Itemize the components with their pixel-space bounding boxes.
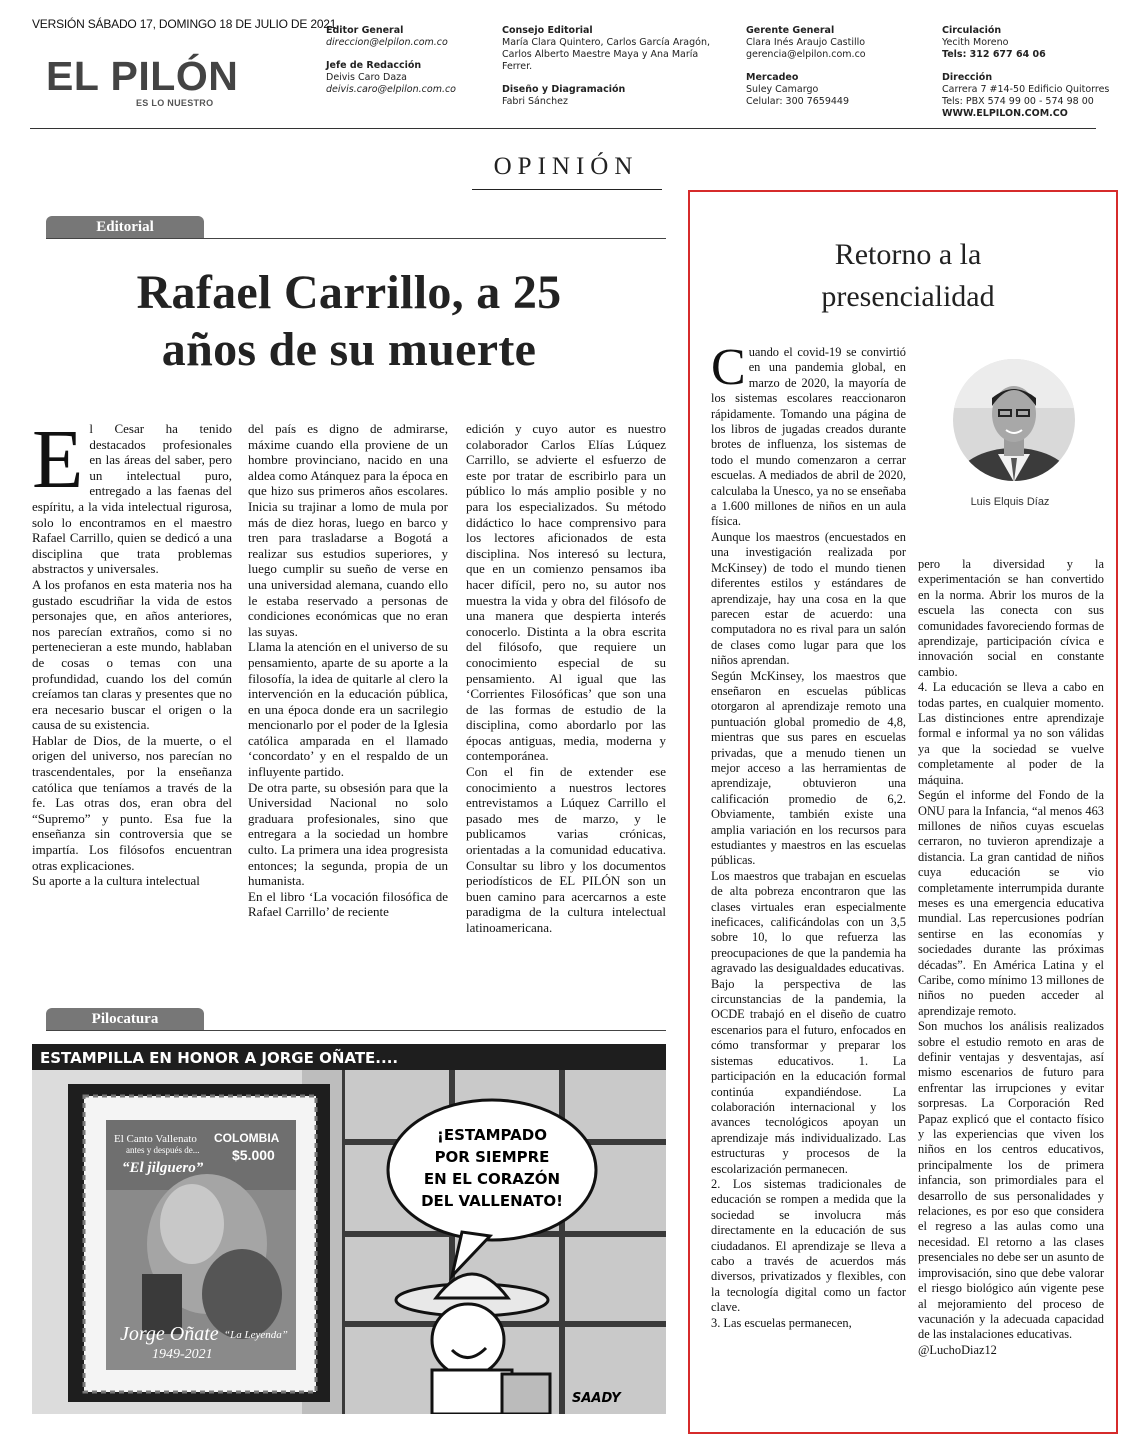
paragraph: Son muchos los análisis realizados sobre el estudio remoto en aras de definir ventajas y desventajas, así mismo escenarios de futuro para enfrentar las irrupciones y evitar sorpresas. La Corporación Red Papaz explicó que el contacto físico y las experiencias que viven los niños en los centros educativos, principalmente los de primera infancia, son primordiales para el desarrollo de sus personalidades y relaciones, es por eso que considera el regreso a las aulas como una necesidad. El retorno a las clases presenciales no debe ser un asunto de improvisación, sino que debe valorar el riesgo biológico aún vigente pese al mejoramiento del proceso de vacunación y la adecuada capacidad de las instalaciones educativas.: [918, 1019, 1104, 1342]
staff-phone: Tels: 312 677 64 06: [942, 49, 1046, 60]
staff-title: Gerente General: [746, 25, 835, 36]
column-text-right: [918, 557, 1104, 1358]
cartoonist-signature: SAADY: [572, 1391, 621, 1406]
paragraph: del país es digno de admirarse, máxime cuando ella proviene de un hombre provinciano, nacido en una aldea como Atánquez para la época en que hizo sus primeros años escolares. Inicia su trajinar a lomo de mula por más de diez horas, luego en barco y tren para trasladarse a Bogotá a realizar sus estudios superiores, y luego cumplir su sueño de verse en una universidad alemana, cuando ello le estaba reservado a personas de condiciones económicas que no eran las suyas.: [248, 421, 448, 639]
staff-circulacion: [942, 25, 1112, 120]
author-handle[interactable]: @LuchoDiaz12: [918, 1342, 997, 1357]
paragraph: Bajo la perspectiva de las circunstancias de la pandemia, la OCDE trabajó en el diseño de cuatro escenarios para el futuro, enfocados en cómo transformar y preparar los sistemas educativos. 1. La participación en la educación formal continúa expandiéndose. La colaboración internacional y los avances tecnológicos apoyan un aprendizaje más individualizado. Las estructuras y procesos de la escolarización permanecen.: [711, 976, 906, 1176]
staff-name: Suley Camargo: [746, 84, 819, 95]
paragraph: De otra parte, su obsesión para que la Universidad Nacional no solo graduara profesionales, sino que entregara a la sociedad un hombre culto. La primera una idea progresista entonces; la segunda, propia de un humanista.: [248, 779, 448, 889]
staff-title: Jefe de Redacción: [326, 60, 422, 71]
stamp-legend: “La Leyenda”: [224, 1329, 288, 1341]
staff-names: María Clara Quintero, Carlos García Aragón, Carlos Alberto Maestre Maya y Ana María Ferrer.: [502, 37, 710, 72]
stamp-years: 1949-2021: [152, 1347, 213, 1362]
staff-email: deivis.caro@elpilon.com.co: [326, 84, 456, 95]
cartoon-illustration: [32, 1044, 666, 1414]
pilocatura-label: Pilocatura: [46, 1008, 204, 1030]
stamp-top-text: antes y después de...: [126, 1145, 200, 1155]
stamp-name: Jorge Oñate: [120, 1323, 219, 1345]
staff-editor: [326, 25, 486, 96]
column-title-line: Retorno a la: [834, 238, 982, 271]
staff-title: Circulación: [942, 25, 1002, 36]
paragraph: 4. La educación se lleva a cabo en todas partes, en cualquier momento. Las distinciones entre aprendizaje formal e informal ya no son válidas ya que la sociedad se vuelve completamente al poder de la máquina.: [918, 680, 1104, 787]
paragraph: Los maestros que trabajan en escuelas de alta pobreza encontraron que las clases virtuales eran especialmente ineficaces, calificándolas con un 3,5 sobre 10, lo que refuerza las preocupaciones de que la pandemia ha agravado las desigualdades educativas.: [711, 868, 906, 976]
staff-consejo: [502, 25, 712, 108]
staff-phone: Tels: PBX 574 99 00 - 574 98 00: [942, 96, 1094, 107]
staff-address: Carrera 7 #14-50 Edificio Quitorres: [942, 84, 1110, 95]
paragraph: Su aporte a la cultura intelectual: [32, 873, 200, 889]
column-text-left: [711, 339, 906, 1331]
staff-name: Yecith Moreno: [942, 37, 1009, 48]
cartoon-banner-text: ESTAMPILLA EN HONOR A JORGE OÑATE....: [40, 1049, 399, 1067]
paragraph: l Cesar ha tenido destacados profesionales en las áreas del saber, pero un intelectual puro, entregado a las faenas del espíritu, a la vida intelectual rigurosa, solo lo encontramos en el maestro Rafael Carrillo, quien se dedicó a una disciplina que trata problemas abstractos y universales.: [32, 421, 232, 577]
drop-cap: C: [711, 339, 746, 396]
stamp: [68, 1084, 330, 1402]
headline-line: años de su muerte: [161, 323, 537, 376]
section-title: OPINIÓN: [493, 153, 639, 180]
editorial-headline: [44, 264, 654, 378]
staff-title: Diseño y Diagramación: [502, 84, 626, 95]
website-link[interactable]: WWW.ELPILON.COM.CO: [942, 108, 1068, 119]
balloon-line: ¡ESTAMPADO: [437, 1126, 547, 1144]
editorial-column-3: [466, 421, 666, 936]
staff-name: Deivis Caro Daza: [326, 72, 407, 83]
editorial-column-1: [32, 413, 232, 889]
staff-title: Mercadeo: [746, 72, 799, 83]
logo-tagline: ES LO NUESTRO: [136, 98, 214, 108]
editorial-rule: [46, 238, 666, 239]
staff-gerente: [746, 25, 916, 108]
editorial-cartoon: [32, 1044, 666, 1414]
staff-email: gerencia@elpilon.com.co: [746, 49, 866, 60]
paragraph: Con el fin de extender ese conocimiento a nuestros lectores entrevistamos a Lúquez Carrillo el pasado mes de marzo, y le publicamos varias crónicas, orientadas a la comunidad educativa. Consultar su libro y los documentos periodísticos de EL PILÓN son un buen camino para acercarnos a este paradigma de la cultura intelectual latinoamericana.: [466, 764, 666, 935]
stamp-country: COLOMBIA: [214, 1131, 280, 1145]
headline-line: Rafael Carrillo, a 25: [136, 266, 562, 319]
pilocatura-rule: [46, 1030, 666, 1031]
paragraph: edición y cuyo autor es nuestro colaborador Carlos Elías Lúquez Carrillo, se advierte el esfuerzo de este por tratar de escribirlo para un público lo más amplio posible y no para los especializados. Su método didáctico lo hace comprensivo para los lectores aficionados de esta disciplina. Nos interesó su lectura, que en un comienzo pensamos iba hacer difícil, pero no, su autor nos muestra la vida y obra del filósofo de una manera que despierta interés conocerlo. Distinta a la obra escrita del filósofo, que requiere un conocimiento especial de su pensamiento. Al igual que las ‘Corrientes Filosóficas’ que son una de las formas de estudio de la disciplina, como abordarlo por las épocas antiguas, media, moderna y contemporánea.: [466, 421, 666, 764]
balloon-line: POR SIEMPRE: [434, 1148, 550, 1166]
paragraph: A los profanos en esta materia nos ha gustado escudriñar la vida de estos personajes que, en años anteriores, nos parecían extraños, como si no pertenecieran a este mundo, hablaban de cosas o temas con una profundidad, cuando los del común creíamos tan claras y presentes que no era necesario buscar el origen o la causa de su existencia.: [32, 576, 232, 733]
staff-name: Fabri Sánchez: [502, 96, 568, 107]
paragraph: Según McKinsey, los maestros que enseñaron en escuelas públicas otorgaron al aprendizaje remoto una puntuación global promedio de 4,8, mientras que sus pares en escuelas privadas, que a menudo tienen un mejor acceso a las herramientas de aprendizaje, obtuvieron una calificación promedio de 6,2. Obviamente, también existe una amplia variación en los recursos para estudiantes y maestros en las escuelas públicas.: [711, 668, 906, 868]
edition-date: VERSIÓN SÁBADO 17, DOMINGO 18 DE JULIO DE 2021: [32, 17, 337, 31]
column-author: Luis Elquis Díaz: [970, 496, 1050, 508]
stamp-nickname: “El jilguero”: [122, 1160, 204, 1176]
staff-name: Clara Inés Araujo Castillo: [746, 37, 866, 48]
staff-phone: Celular: 300 7659449: [746, 96, 850, 107]
editorial-label: Editorial: [46, 216, 204, 238]
staff-title: Editor General: [326, 25, 404, 36]
paragraph: Según el informe del Fondo de la ONU para la Infancia, “al menos 463 millones de niños cuyas escuelas cerraron, no tuvieron aprendizaje a distancia. La gran cantidad de niños cuya educación se vio completamente interrumpida durante meses es una emergencia educativa mundial. Las repercusiones podrían sentirse en las economías y sociedades durante las próximas décadas”. En América Latina y el Caribe, como mínimo 13 millones de niños no pueden acceder al aprendizaje remoto.: [918, 788, 1104, 1018]
paragraph: 2. Los sistemas tradicionales de educación se rompen a medida que la sociedad se involucra más directamente en la educación de sus ciudadanos. El aprendizaje se lleva a cabo a través de acuerdos más diversos, privatizados y flexibles, con la tecnología digital como un factor clave.: [711, 1176, 906, 1315]
staff-title: Consejo Editorial: [502, 25, 593, 36]
paragraph: Aunque los maestros (encuestados en una investigación realizada por McKinsey) de todo el mundo tienen diferentes estilos y estándares de aprendizaje, hay una cosa en la que parecen estar de acuerdo: una computadora no es rival para un salón de clases como lugar para que los niños aprendan.: [711, 529, 906, 668]
staff-email: direccion@elpilon.com.co: [326, 37, 448, 48]
balloon-line: EN EL CORAZÓN: [423, 1170, 561, 1188]
stamp-top-text: El Canto Vallenato: [114, 1133, 197, 1145]
drop-cap: E: [32, 413, 84, 506]
paragraph: En el libro ‘La vocación filosófica de Rafael Carrillo’ de reciente: [248, 888, 448, 920]
paragraph: pero la diversidad y la experimentación se han convertido en la norma. Abrir los muros de la escuela las conecta con sus comunidades favoreciendo formas de aprendizaje, participación cívica e innovación social en constante cambio.: [918, 557, 1104, 679]
column-title-line: presencialidad: [821, 280, 995, 313]
newspaper-logo: EL PILÓN: [46, 53, 239, 99]
staff-title: Dirección: [942, 72, 993, 83]
paragraph: Llama la atención en el universo de su pensamiento, aparte de su aporte a la filosofía, la idea de quitarle al clero la intervención en la educación pública, en una época donde era un sacrilegio mencionarlo por el poder de la Iglesia católica amparada en el llamado ‘concordato’ y en el respaldo de un influyente partido.: [248, 639, 448, 780]
editorial-column-2: [248, 421, 448, 920]
paragraph: 3. Las escuelas permanecen,: [711, 1315, 852, 1330]
section-underline: [472, 189, 662, 190]
paragraph: uando el covid-19 se convirtió en una pandemia global, en marzo de 2020, la mayoría de los sistemas escolares reaccionaron rápidamente. Tomando una página de los libros de jugadas creados durante brotes de influenza, los sistemas de todo el mundo comenzaron a cerrar escuelas. A mediados de abril de 2020, calculaba la Unesco, ya no se enseñaba a 1.600 millones de niños en un aula física.: [711, 345, 906, 529]
masthead-divider: [30, 128, 1096, 129]
balloon-line: DEL VALLENATO!: [421, 1192, 563, 1210]
column-title: [700, 234, 1116, 318]
stamp-value: $5.000: [232, 1147, 275, 1163]
author-photo: [952, 358, 1076, 482]
paragraph: Hablar de Dios, de la muerte, o el origen del universo, nos parecían no trascendentales, por la enseñanza católica que teníamos a través de la fe. Las otras dos, eran obra del “Supremo” y punto. Esa fue la enseñanza sin controversia que se impartía. Los filósofos encuentran otras explicaciones.: [32, 732, 232, 873]
